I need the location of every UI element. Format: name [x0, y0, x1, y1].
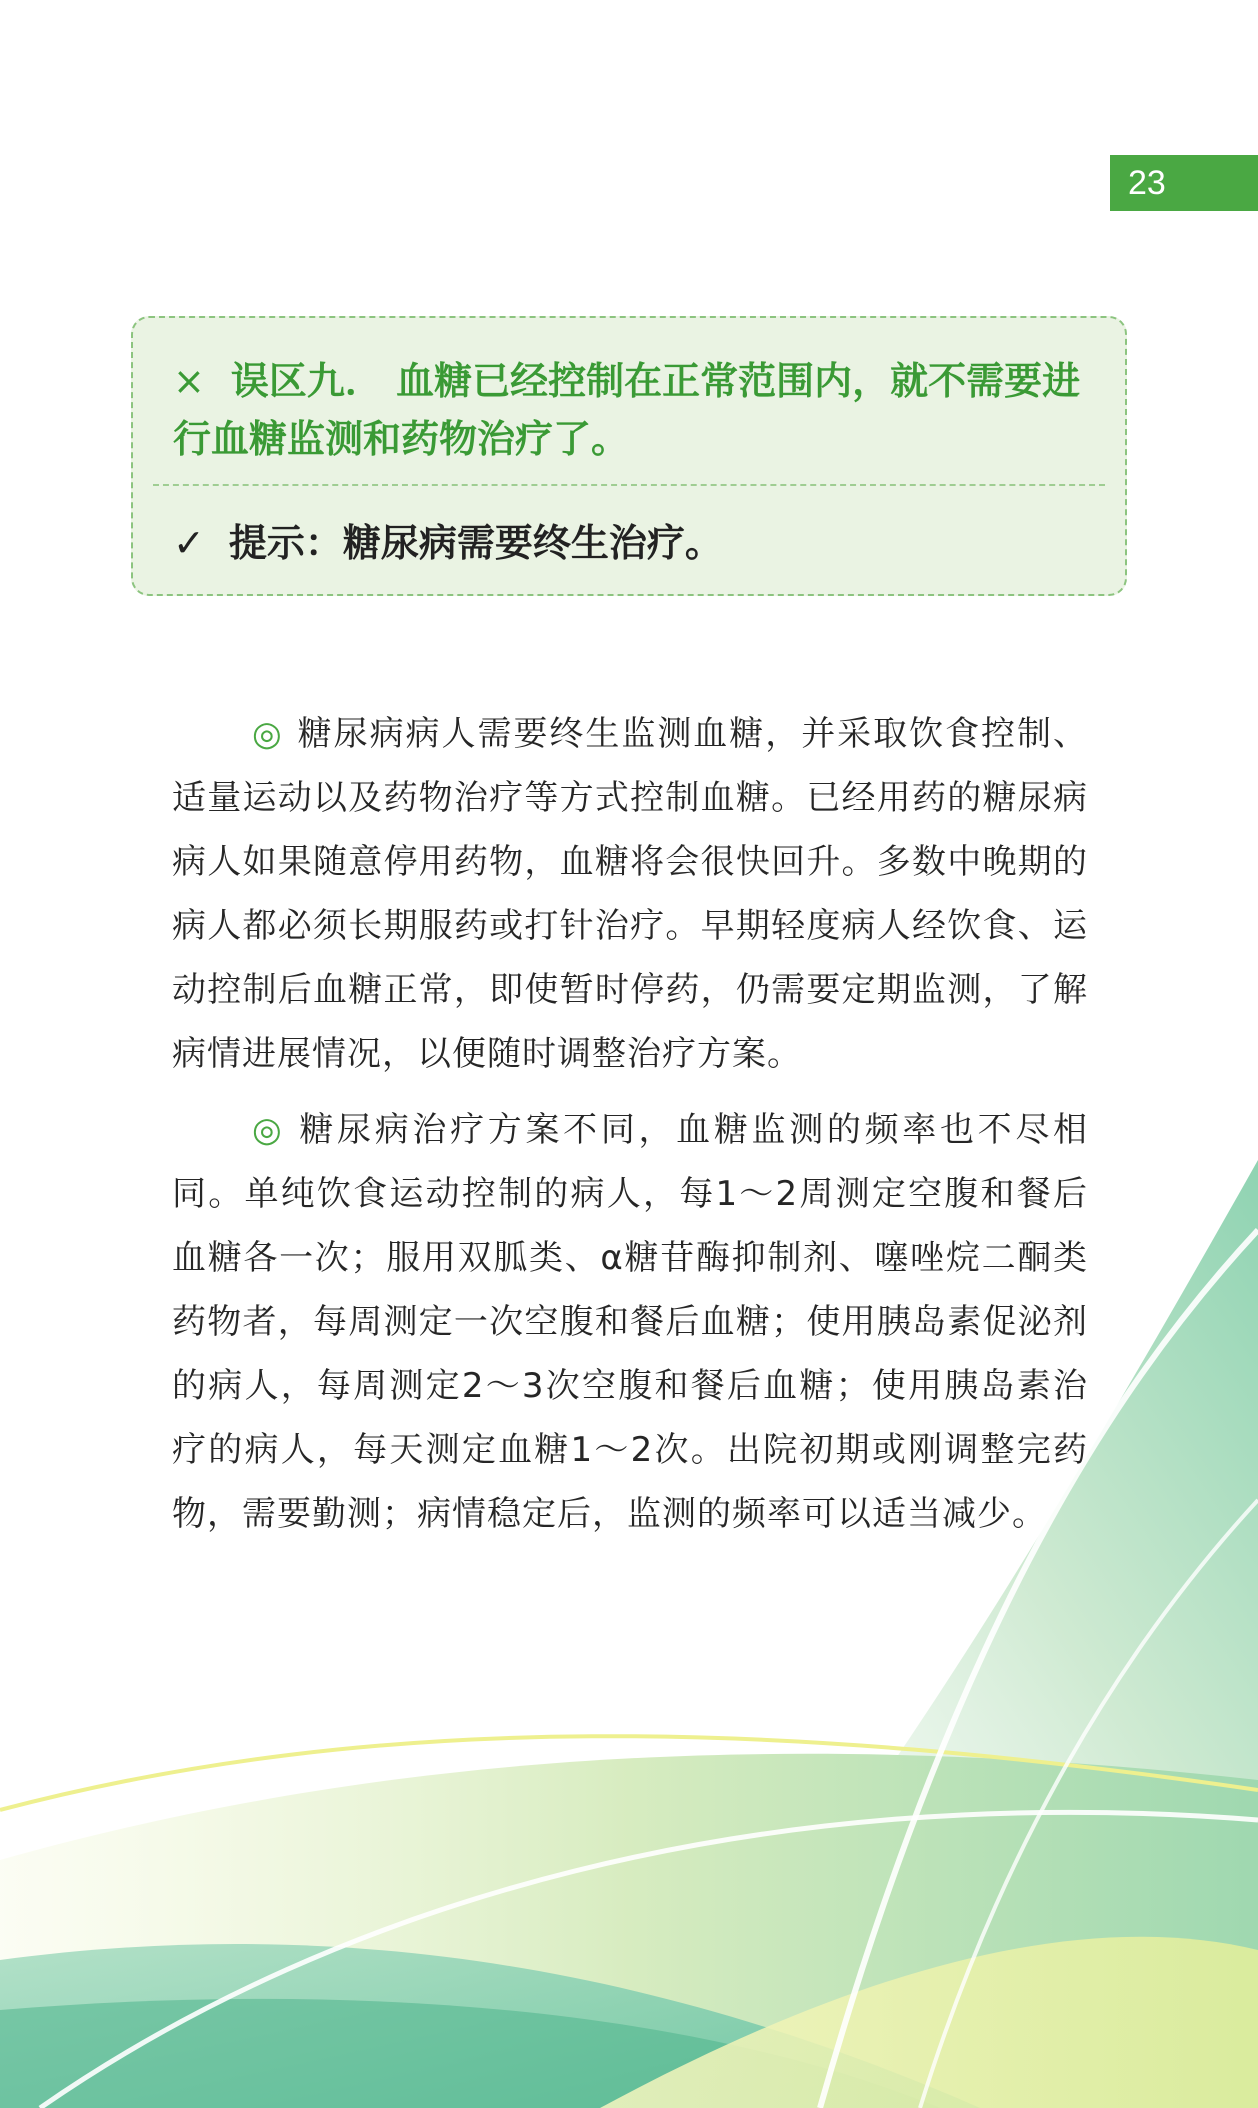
- myth-text: 误区九． 血糖已经控制在正常范围内，就不需要进行血糖监测和药物治疗了。: [173, 359, 1081, 461]
- page-number: 23: [1110, 155, 1258, 211]
- cross-icon: ×: [173, 359, 205, 403]
- paragraph-2: [172, 1098, 1088, 1546]
- paragraph-1: [172, 702, 1088, 1086]
- bullet-icon: ◎: [252, 1110, 286, 1150]
- myth-statement: [173, 352, 1093, 468]
- bullet-icon: ◎: [252, 714, 284, 754]
- box-divider: [153, 484, 1105, 486]
- tip-text: 提示：糖尿病需要终生治疗。: [228, 521, 723, 565]
- body-content: [172, 702, 1088, 1546]
- myth-tip-box: [131, 316, 1127, 596]
- paragraph-1-text: 糖尿病病人需要终生监测血糖，并采取饮食控制、适量运动以及药物治疗等方式控制血糖。已经用药的糖尿病病人如果随意停用药物，血糖将会很快回升。多数中晚期的病人都必须长期服药或打针治疗。早期轻度病人经饮食、运动控制后血糖正常，即使暂时停药，仍需要定期监测，了解病情进展情况，以便随时调整治疗方案。: [172, 714, 1088, 1074]
- paragraph-2-text: 糖尿病治疗方案不同，血糖监测的频率也不尽相同。单纯饮食运动控制的病人，每1～2周测定空腹和餐后血糖各一次；服用双胍类、α糖苷酶抑制剂、噻唑烷二酮类药物者，每周测定一次空腹和餐后血糖；使用胰岛素促泌剂的病人，每周测定2～3次空腹和餐后血糖；使用胰岛素治疗的病人，每天测定血糖1～2次。出院初期或刚调整完药物，需要勤测；病情稳定后，监测的频率可以适当减少。: [172, 1110, 1089, 1534]
- check-icon: ✓: [173, 521, 205, 565]
- tip-statement: [173, 514, 1093, 572]
